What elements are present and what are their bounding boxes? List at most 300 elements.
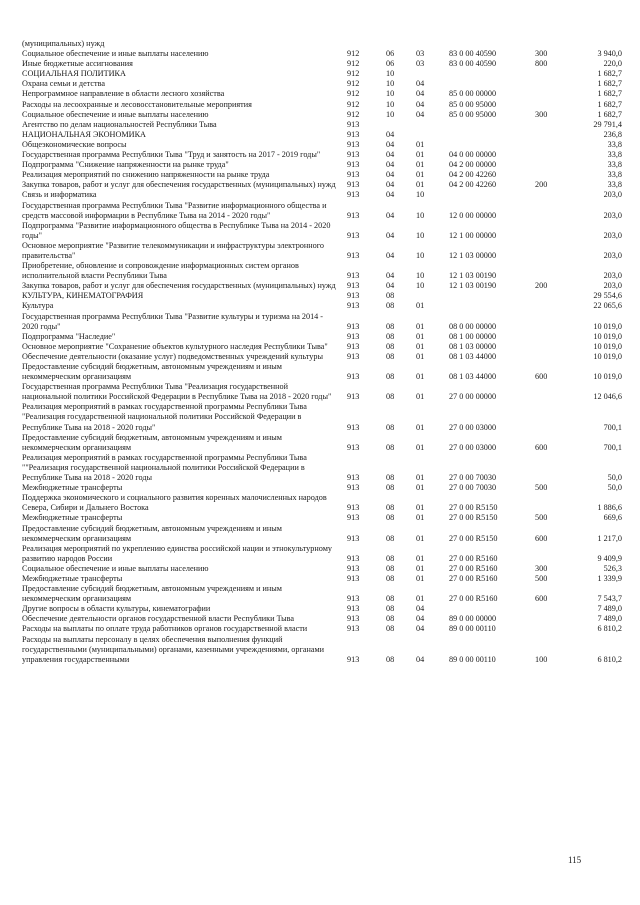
- row-cs: 89 0 00 00110: [449, 624, 496, 634]
- row-gr: 912: [347, 109, 360, 119]
- row-pr: 01: [416, 473, 425, 483]
- row-cs: 83 0 00 40590: [449, 49, 497, 59]
- row-pr: 01: [416, 573, 425, 583]
- row-gr: 913: [347, 553, 360, 563]
- row-gr: 913: [347, 331, 360, 341]
- row-name: Межбюджетные трансферты: [22, 513, 123, 523]
- row-gr: 913: [347, 291, 360, 301]
- row-sum: 203,0: [603, 250, 622, 260]
- row-pr: 10: [416, 230, 425, 240]
- row-cs: 12 1 03 00190: [449, 271, 497, 281]
- row-cs: 27 0 00 R5160: [449, 573, 498, 583]
- row-sum: 29 791,4: [593, 119, 622, 129]
- table-row: [22, 312, 622, 332]
- row-name: Социальное обеспечение и иные выплаты населению: [22, 49, 209, 59]
- row-gr: 913: [347, 150, 360, 160]
- row-pr: 03: [416, 49, 425, 59]
- row-name: Охрана семьи и детства: [22, 79, 106, 89]
- row-sum: 1 682,7: [597, 89, 622, 99]
- row-pr: 01: [416, 180, 425, 190]
- row-sum: 700,1: [603, 422, 622, 432]
- row-gr: 913: [347, 392, 360, 402]
- row-name: Реализация мероприятий в рамках государственной программы Республики Тыва "Реализация государственной национальной политики Российской Федерации в Республике Тыва на 2018 - 2020 годы": [22, 402, 307, 432]
- row-pr: 01: [416, 321, 425, 331]
- row-cs: 12 0 00 00000: [449, 210, 497, 220]
- row-sum: 10 019,0: [593, 351, 622, 361]
- row-rz: 08: [386, 604, 395, 614]
- row-vr: 100: [535, 654, 548, 664]
- row-sum: 700,1: [603, 442, 622, 452]
- row-cs: 27 0 00 00000: [449, 392, 497, 402]
- row-rz: 08: [386, 422, 395, 432]
- row-rz: 08: [386, 573, 395, 583]
- row-rz: 04: [386, 281, 395, 291]
- row-sum: 526,3: [603, 563, 622, 573]
- row-pr: 10: [416, 190, 425, 200]
- row-name: Подпрограмма "Развитие информационного общества в Республике Тыва на 2014 - 2020 годы": [22, 220, 331, 240]
- row-vr: 800: [535, 59, 548, 69]
- row-rz: 08: [386, 553, 395, 563]
- table-row: [22, 69, 622, 79]
- row-sum: 22 065,6: [593, 301, 622, 311]
- row-gr: 913: [347, 119, 360, 129]
- row-sum: 203,0: [603, 190, 622, 200]
- row-name: Предоставление субсидий бюджетным, автономным учреждениям и иным некоммерческим организациям: [22, 523, 282, 543]
- table-row: [22, 201, 622, 221]
- row-gr: 913: [347, 533, 360, 543]
- row-name: Межбюджетные трансферты: [22, 483, 123, 493]
- row-name: Реализация мероприятий по укреплению единства российской нации и этнокультурному развитию народов России: [22, 543, 332, 563]
- row-cs: 12 1 00 00000: [449, 230, 497, 240]
- row-pr: 01: [416, 503, 425, 513]
- row-cs: 08 1 00 00000: [449, 331, 497, 341]
- row-pr: 01: [416, 442, 425, 452]
- row-sum: 1 682,7: [597, 99, 622, 109]
- row-cs: 27 0 00 R5150: [449, 503, 498, 513]
- row-gr: 913: [347, 321, 360, 331]
- table-row: [22, 89, 622, 99]
- table-row: [22, 544, 622, 564]
- row-gr: 913: [347, 139, 360, 149]
- row-sum: 50,0: [607, 473, 622, 483]
- row-rz: 06: [386, 49, 395, 59]
- table-row: [22, 130, 622, 140]
- row-rz: 10: [386, 69, 395, 79]
- row-rz: 04: [386, 190, 395, 200]
- table-row: [22, 190, 622, 200]
- row-sum: 203,0: [603, 210, 622, 220]
- row-sum: 10 019,0: [593, 341, 622, 351]
- row-cs: 27 0 00 03000: [449, 422, 497, 432]
- row-vr: 500: [535, 573, 548, 583]
- table-row: [22, 160, 622, 170]
- row-pr: 01: [416, 351, 425, 361]
- row-gr: 913: [347, 563, 360, 573]
- row-pr: 03: [416, 59, 425, 69]
- row-pr: 01: [416, 392, 425, 402]
- row-name: Подпрограмма "Наследие": [22, 331, 116, 341]
- row-cs: 89 0 00 00000: [449, 614, 497, 624]
- page-number: 115: [568, 855, 582, 865]
- row-cs: 27 0 00 03000: [449, 442, 497, 452]
- row-sum: 50,0: [607, 483, 622, 493]
- row-sum: 1 339,9: [597, 573, 622, 583]
- row-gr: 913: [347, 372, 360, 382]
- row-rz: 04: [386, 210, 395, 220]
- row-gr: 912: [347, 69, 360, 79]
- table-row: [22, 59, 622, 69]
- row-pr: 01: [416, 331, 425, 341]
- row-gr: 912: [347, 49, 360, 59]
- row-name: СОЦИАЛЬНАЯ ПОЛИТИКА: [22, 69, 126, 79]
- row-gr: 913: [347, 422, 360, 432]
- row-gr: 913: [347, 624, 360, 634]
- row-sum: 33,8: [607, 170, 622, 180]
- row-rz: 04: [386, 150, 395, 160]
- row-name: Культура: [22, 301, 54, 311]
- row-rz: 10: [386, 109, 395, 119]
- row-gr: 913: [347, 160, 360, 170]
- row-cs: 27 0 00 R5150: [449, 533, 498, 543]
- table-row: [22, 382, 622, 402]
- row-rz: 08: [386, 351, 395, 361]
- row-vr: 600: [535, 533, 548, 543]
- row-cs: 04 2 00 00000: [449, 160, 497, 170]
- row-rz: 08: [386, 503, 395, 513]
- row-name: Закупка товаров, работ и услуг для обеспечения государственных (муниципальных) нужд: [22, 180, 336, 190]
- row-gr: 912: [347, 59, 360, 69]
- row-name: Связь и информатика: [22, 190, 97, 200]
- row-name: Социальное обеспечение и иные выплаты населению: [22, 109, 209, 119]
- row-name: Межбюджетные трансферты: [22, 573, 123, 583]
- row-sum: 1 886,6: [597, 503, 622, 513]
- table-row: [22, 281, 622, 291]
- row-rz: 04: [386, 230, 395, 240]
- row-name: Общеэкономические вопросы: [22, 139, 127, 149]
- row-name: Государственная программа Республики Тыва "Труд и занятость на 2017 - 2019 годы": [22, 150, 321, 160]
- row-rz: 08: [386, 624, 395, 634]
- row-cs: 08 1 03 44000: [449, 372, 497, 382]
- row-sum: 9 409,9: [597, 553, 622, 563]
- row-pr: 04: [416, 604, 425, 614]
- row-cs: 12 1 03 00000: [449, 250, 497, 260]
- row-vr: 300: [535, 49, 548, 59]
- row-cs: 85 0 00 00000: [449, 89, 497, 99]
- row-gr: 913: [347, 473, 360, 483]
- row-gr: 913: [347, 210, 360, 220]
- row-name: Агентство по делам национальностей Республики Тыва: [22, 119, 217, 129]
- table-row: [22, 513, 622, 523]
- row-gr: 913: [347, 129, 360, 139]
- row-vr: 500: [535, 513, 548, 523]
- row-cs: 85 0 00 95000: [449, 109, 497, 119]
- row-gr: 912: [347, 99, 360, 109]
- row-sum: 7 543,7: [597, 594, 622, 604]
- table-row: [22, 261, 622, 281]
- row-rz: 06: [386, 59, 395, 69]
- row-sum: 1 682,7: [597, 109, 622, 119]
- row-sum: 1 682,7: [597, 69, 622, 79]
- row-pr: 01: [416, 483, 425, 493]
- row-sum: 1 682,7: [597, 79, 622, 89]
- table-row: [22, 524, 622, 544]
- row-rz: 08: [386, 321, 395, 331]
- row-cs: 08 0 00 00000: [449, 321, 497, 331]
- row-name: Обеспечение деятельности органов государственной власти Республики Тыва: [22, 614, 295, 624]
- table-row: [22, 332, 622, 342]
- row-name: Предоставление субсидий бюджетным, автономным учреждениям и иным некоммерческим организациям: [22, 362, 282, 382]
- row-pr: 01: [416, 422, 425, 432]
- table-row: [22, 352, 622, 362]
- row-pr: 01: [416, 139, 425, 149]
- table-row: [22, 39, 622, 49]
- row-cs: 27 0 00 70030: [449, 473, 497, 483]
- row-cs: 04 2 00 42260: [449, 180, 497, 190]
- row-pr: 04: [416, 89, 425, 99]
- row-rz: 08: [386, 594, 395, 604]
- row-pr: 04: [416, 109, 425, 119]
- row-sum: 1 217,0: [597, 533, 622, 543]
- row-pr: 10: [416, 281, 425, 291]
- row-rz: 08: [386, 341, 395, 351]
- budget-table: [22, 39, 622, 665]
- table-row: [22, 584, 622, 604]
- row-pr: 01: [416, 533, 425, 543]
- row-rz: 08: [386, 372, 395, 382]
- table-row: [22, 493, 622, 513]
- table-row: [22, 614, 622, 624]
- row-name: Расходы на выплаты по оплате труда работников органов государственной власти: [22, 624, 308, 634]
- row-sum: 203,0: [603, 230, 622, 240]
- row-rz: 08: [386, 473, 395, 483]
- row-gr: 913: [347, 614, 360, 624]
- row-vr: 200: [535, 281, 548, 291]
- row-rz: 10: [386, 99, 395, 109]
- table-row: [22, 79, 622, 89]
- table-row: [22, 150, 622, 160]
- row-cs: 27 0 00 R5160: [449, 563, 498, 573]
- row-pr: 01: [416, 170, 425, 180]
- row-sum: 7 489,0: [597, 614, 622, 624]
- table-row: [22, 635, 622, 665]
- row-rz: 04: [386, 180, 395, 190]
- row-cs: 89 0 00 00110: [449, 654, 496, 664]
- row-sum: 203,0: [603, 281, 622, 291]
- row-name: Основное мероприятие "Развитие телекоммуникации и инфраструктуры электронного правительства": [22, 240, 325, 260]
- row-vr: 500: [535, 483, 548, 493]
- row-name: Подпрограмма "Снижение напряженности на рынке труда": [22, 160, 229, 170]
- row-name: Реализация мероприятий в рамках государственной программы Республики Тыва ""Реализация государственной национальной политики Российской Федерации в Республике Тыва на 2018 - 2020 годы: [22, 452, 307, 483]
- table-row: [22, 301, 622, 311]
- row-pr: 04: [416, 614, 425, 624]
- row-gr: 913: [347, 442, 360, 452]
- row-sum: 203,0: [603, 271, 622, 281]
- row-sum: 3 940,0: [597, 49, 622, 59]
- row-pr: 01: [416, 301, 425, 311]
- row-sum: 6 810,2: [597, 654, 622, 664]
- row-cs: 27 0 00 R5160: [449, 553, 498, 563]
- row-rz: 04: [386, 170, 395, 180]
- row-sum: 33,8: [607, 139, 622, 149]
- row-vr: 600: [535, 372, 548, 382]
- row-rz: 08: [386, 331, 395, 341]
- row-rz: 08: [386, 291, 395, 301]
- row-pr: 01: [416, 563, 425, 573]
- row-sum: 10 019,0: [593, 331, 622, 341]
- row-name: Закупка товаров, работ и услуг для обеспечения государственных (муниципальных) нужд: [22, 281, 336, 291]
- row-gr: 913: [347, 190, 360, 200]
- row-gr: 913: [347, 503, 360, 513]
- row-rz: 10: [386, 79, 395, 89]
- row-gr: 913: [347, 250, 360, 260]
- row-gr: 913: [347, 483, 360, 493]
- row-cs: 27 0 00 R5150: [449, 513, 498, 523]
- row-pr: 10: [416, 250, 425, 260]
- table-row: [22, 140, 622, 150]
- row-vr: 300: [535, 109, 548, 119]
- row-pr: 01: [416, 341, 425, 351]
- row-gr: 912: [347, 89, 360, 99]
- row-gr: 912: [347, 79, 360, 89]
- table-row: [22, 180, 622, 190]
- row-name: Обеспечение деятельности (оказание услуг) подведомственных учреждений культуры: [22, 351, 323, 361]
- row-gr: 913: [347, 271, 360, 281]
- row-sum: 29 554,6: [593, 291, 622, 301]
- row-sum: 10 019,0: [593, 372, 622, 382]
- row-rz: 04: [386, 271, 395, 281]
- row-name: Предоставление субсидий бюджетным, автономным учреждениям и иным некоммерческим организациям: [22, 584, 282, 604]
- table-row: [22, 342, 622, 352]
- table-row: [22, 433, 622, 453]
- row-rz: 04: [386, 160, 395, 170]
- row-gr: 913: [347, 654, 360, 664]
- row-cs: 12 1 03 00190: [449, 281, 497, 291]
- row-vr: 200: [535, 180, 548, 190]
- table-row: [22, 100, 622, 110]
- row-pr: 01: [416, 594, 425, 604]
- row-rz: 04: [386, 129, 395, 139]
- row-rz: 08: [386, 301, 395, 311]
- row-sum: 10 019,0: [593, 321, 622, 331]
- row-gr: 913: [347, 594, 360, 604]
- row-name: Приобретение, обновление и сопровождение информационных систем органов исполнительной власти Республики Тыва: [22, 261, 299, 281]
- row-sum: 220,0: [603, 59, 622, 69]
- row-sum: 236,8: [603, 129, 622, 139]
- row-name: НАЦИОНАЛЬНАЯ ЭКОНОМИКА: [22, 129, 146, 139]
- row-name: Расходы на выплаты персоналу в целях обеспечения выполнения функций государственными (муниципальными) органами, казенными учреждениями, органами управления государственными: [22, 634, 325, 664]
- row-cs: 04 0 00 00000: [449, 150, 497, 160]
- row-name: Предоставление субсидий бюджетным, автономным учреждениям и иным некоммерческим организациям: [22, 432, 282, 452]
- row-rz: 08: [386, 392, 395, 402]
- row-gr: 913: [347, 170, 360, 180]
- row-rz: 08: [386, 563, 395, 573]
- row-gr: 913: [347, 301, 360, 311]
- row-pr: 10: [416, 271, 425, 281]
- row-cs: 83 0 00 40590: [449, 59, 497, 69]
- row-rz: 04: [386, 250, 395, 260]
- row-vr: 300: [535, 563, 548, 573]
- row-sum: 33,8: [607, 160, 622, 170]
- table-row: [22, 574, 622, 584]
- row-rz: 08: [386, 614, 395, 624]
- row-name: (муниципальных) нужд: [22, 39, 105, 48]
- row-sum: 12 046,6: [593, 392, 622, 402]
- row-cs: 85 0 00 95000: [449, 99, 497, 109]
- table-row: [22, 120, 622, 130]
- row-rz: 08: [386, 483, 395, 493]
- row-gr: 913: [347, 604, 360, 614]
- table-row: [22, 170, 622, 180]
- row-name: Поддержка экономического и социального развития коренных малочисленных народов Севера, Сибири и Дальнего Востока: [22, 493, 327, 513]
- table-row: [22, 241, 622, 261]
- row-gr: 913: [347, 351, 360, 361]
- row-gr: 913: [347, 281, 360, 291]
- row-name: Непрограммное направление в области лесного хозяйства: [22, 89, 225, 99]
- row-pr: 04: [416, 99, 425, 109]
- row-rz: 04: [386, 139, 395, 149]
- row-name: Социальное обеспечение и иные выплаты населению: [22, 563, 209, 573]
- row-name: Другие вопросы в области культуры, кинематографии: [22, 604, 211, 614]
- row-pr: 01: [416, 513, 425, 523]
- row-name: Государственная программа Республики Тыва "Развитие культуры и туризма на 2014 - 2020 годы": [22, 311, 324, 331]
- row-sum: 33,8: [607, 180, 622, 190]
- row-pr: 01: [416, 372, 425, 382]
- row-name: Государственная программа Республики Тыва "Развитие информационного общества и средств массовой информации в Республике Тыва на 2014 - 2020 годы": [22, 200, 327, 220]
- row-vr: 600: [535, 594, 548, 604]
- row-sum: 6 810,2: [597, 624, 622, 634]
- row-gr: 913: [347, 573, 360, 583]
- row-pr: 01: [416, 150, 425, 160]
- row-pr: 01: [416, 553, 425, 563]
- table-row: [22, 110, 622, 120]
- row-pr: 04: [416, 654, 425, 664]
- table-row: [22, 624, 622, 634]
- row-name: Иные бюджетные ассигнования: [22, 59, 133, 69]
- row-gr: 913: [347, 341, 360, 351]
- table-row: [22, 564, 622, 574]
- row-name: Основное мероприятие "Сохранение объектов культурного наследия Республики Тыва": [22, 341, 328, 351]
- row-pr: 04: [416, 624, 425, 634]
- row-cs: 08 1 03 44000: [449, 351, 497, 361]
- row-cs: 04 2 00 42260: [449, 170, 497, 180]
- row-sum: 7 489,0: [597, 604, 622, 614]
- table-row: [22, 483, 622, 493]
- row-pr: 10: [416, 210, 425, 220]
- row-rz: 08: [386, 513, 395, 523]
- row-name: КУЛЬТУРА, КИНЕМАТОГРАФИЯ: [22, 291, 144, 301]
- row-gr: 913: [347, 180, 360, 190]
- table-row: [22, 221, 622, 241]
- row-name: Государственная программа Республики Тыва "Реализация государственной национальной политики Российской Федерации в Республике Тыва на 2018 - 2020 годы": [22, 382, 332, 402]
- table-row: [22, 49, 622, 59]
- row-rz: 08: [386, 654, 395, 664]
- table-row: [22, 291, 622, 301]
- row-cs: 08 1 03 00000: [449, 341, 497, 351]
- row-rz: 08: [386, 533, 395, 543]
- table-row: [22, 604, 622, 614]
- row-sum: 33,8: [607, 150, 622, 160]
- table-row: [22, 362, 622, 382]
- row-rz: 10: [386, 89, 395, 99]
- row-pr: 01: [416, 160, 425, 170]
- row-name: Реализация мероприятий по снижению напряженности на рынке труда: [22, 170, 270, 180]
- table-row: [22, 402, 622, 432]
- row-sum: 669,6: [603, 513, 622, 523]
- row-cs: 27 0 00 70030: [449, 483, 497, 493]
- row-gr: 913: [347, 513, 360, 523]
- row-vr: 600: [535, 442, 548, 452]
- row-gr: 913: [347, 230, 360, 240]
